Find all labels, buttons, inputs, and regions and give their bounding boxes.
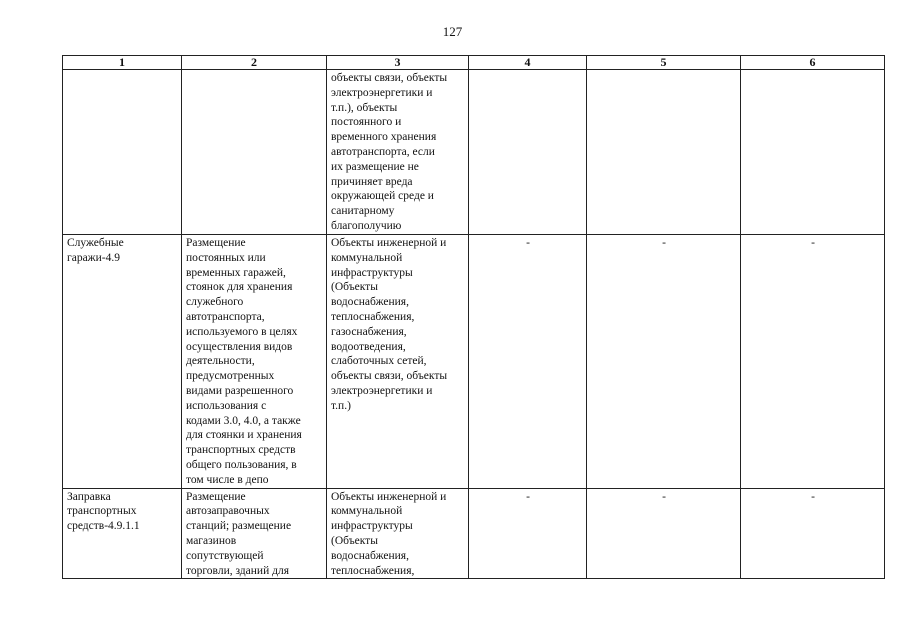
table-row (63, 70, 885, 235)
cell-text: Размещение постоянных или временных гаражей, стоянок для хранения служебного автотранспорта, используемого в целях осуществления видов деятельности, предусмотренных видами разрешенного использования с кодами 3.0, 4.0, а также для стоянки и хранения транспортных средств общего пользования, в том числе в депо (186, 237, 302, 486)
cell-text: объекты связи, объекты электроэнергетики и т.п.), объекты постоянного и временного хранения автотранспорта, если их размещение не причиняет вреда окружающей среде и санитарному благополучию (331, 72, 448, 232)
table-cell (741, 488, 885, 579)
table-cell (63, 235, 182, 489)
cell-text: - (526, 490, 530, 503)
table-cell (587, 488, 741, 579)
table-row (63, 235, 885, 489)
cell-text: Заправка транспортных средств-4.9.1.1 (67, 490, 140, 533)
column-header-3: 3 (327, 56, 469, 70)
scan-margin-mark (893, 566, 901, 588)
table-cell (327, 235, 469, 489)
table-row (63, 488, 885, 579)
cell-text: - (811, 237, 815, 249)
table-cell (469, 488, 587, 579)
column-header-6: 6 (741, 56, 885, 70)
table-cell (741, 70, 885, 235)
table-cell (182, 488, 327, 579)
cell-text: Объекты инженерной и коммунальной инфраструктуры (Объекты водоснабжения, теплоснабжения, газоснабжения, водоотведения, слаботочных сетей, объекты связи, объекты электроэнергетики и т.п.) (331, 237, 448, 412)
cell-text: - (662, 237, 666, 249)
table-cell (327, 70, 469, 235)
table-cell (469, 70, 587, 235)
column-header-1: 1 (63, 56, 182, 70)
table-cell (469, 235, 587, 489)
cell-text: Размещение автозаправочных станций; размещение магазинов сопутствующей торговли, зданий для (186, 490, 292, 577)
table-cell (63, 70, 182, 235)
table-cell (587, 235, 741, 489)
cell-text: - (662, 490, 666, 503)
table-cell (182, 70, 327, 235)
cell-text: Служебные гаражи-4.9 (67, 237, 124, 264)
table-cell (741, 235, 885, 489)
cell-text: - (526, 237, 530, 249)
cell-text: - (811, 490, 815, 503)
cell-text: Объекты инженерной и коммунальной инфраструктуры (Объекты водоснабжения, теплоснабжения, (331, 490, 447, 577)
land-use-table (62, 55, 885, 579)
column-header-5: 5 (587, 56, 741, 70)
table-cell (63, 488, 182, 579)
header-row (63, 56, 885, 70)
column-header-4: 4 (469, 56, 587, 70)
table-cell (587, 70, 741, 235)
page-number: 127 (442, 24, 463, 39)
column-header-2: 2 (182, 56, 327, 70)
table-cell (327, 488, 469, 579)
table-cell (182, 235, 327, 489)
